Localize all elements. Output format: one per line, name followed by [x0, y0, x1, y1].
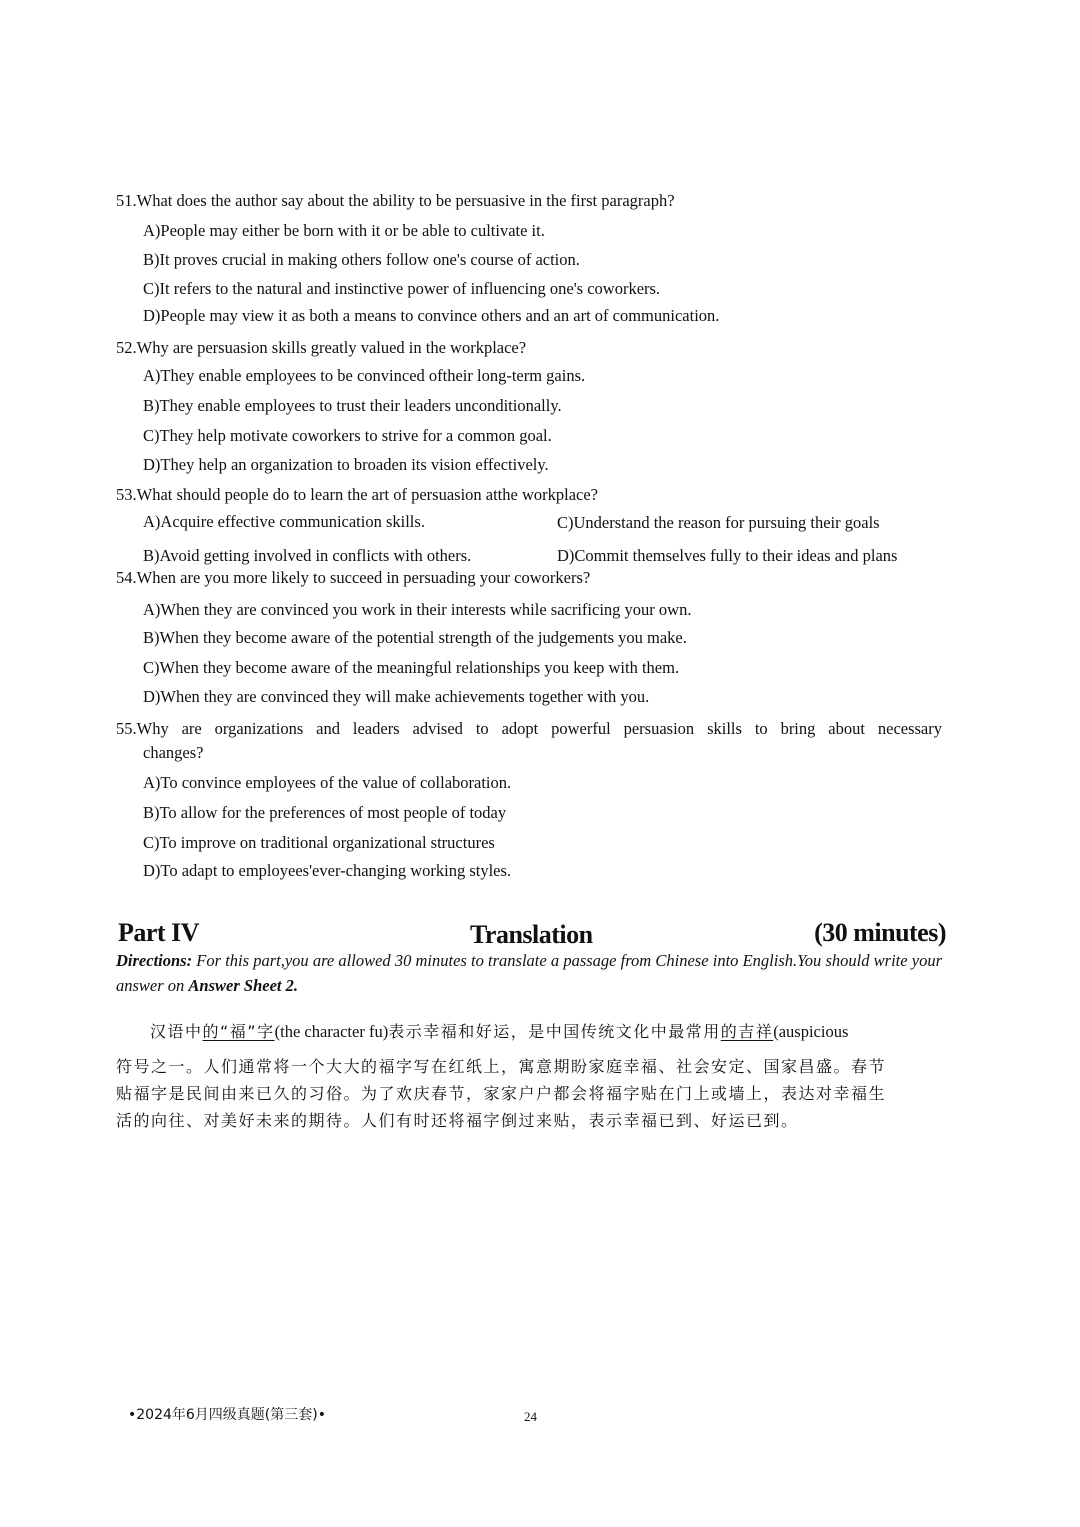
question-55-stem-continuation: changes?: [143, 743, 204, 762]
question-54-option-d: D)When they are convinced they will make achievements together with you.: [143, 687, 650, 706]
question-52-option-c: C)They help motivate coworkers to strive for a common goal.: [143, 426, 552, 445]
passage-english: (auspicious: [773, 1022, 849, 1041]
question-55-option-d: D)To adapt to employees'ever-changing working styles.: [143, 861, 512, 880]
question-51-option-b: B)It proves crucial in making others follow one's course of action.: [143, 250, 580, 269]
question-52-stem: 52.Why are persuasion skills greatly valued in the workplace?: [116, 338, 527, 357]
question-55-option-c: C)To improve on traditional organizational structures: [143, 833, 495, 852]
part-title: Translation: [470, 920, 593, 949]
directions: [116, 948, 942, 998]
question-51-option-c: C)It refers to the natural and instinctive power of influencing one's coworkers.: [143, 279, 661, 298]
passage-line-2: 符号之一。人们通常将一个大大的福字写在红纸上，寓意期盼家庭幸福、社会安定、国家昌盛。春节: [116, 1057, 887, 1076]
passage-line-1: [150, 1019, 942, 1042]
question-55-stem: 55.Why are organizations and leaders advised to adopt powerful persuasion skills to bring about necessary: [116, 719, 942, 738]
underlined-term-auspicious: 的吉祥: [720, 1022, 774, 1041]
footer-source: •2024年6月四级真题(第三套)•: [128, 1407, 326, 1423]
question-53-option-d: D)Commit themselves fully to their ideas and plans: [557, 546, 898, 565]
question-53-option-c: C)Understand the reason for pursuing their goals: [557, 513, 880, 532]
directions-label: Directions:: [116, 951, 193, 970]
page-number: 24: [524, 1409, 537, 1424]
part-number: Part IV: [118, 918, 199, 947]
passage-line-4: 活的向往、对美好未来的期待。人们有时还将福字倒过来贴，表示幸福已到、好运已到。: [116, 1111, 799, 1130]
underlined-term-fu: 的“福”字: [202, 1022, 275, 1041]
question-51-stem: 51.What does the author say about the ability to be persuasive in the first paragraph?: [116, 191, 675, 210]
passage-line-3: 贴福字是民间由来已久的习俗。为了欢庆春节，家家户户都会将福字贴在门上或墙上，表达对幸福生: [116, 1084, 887, 1103]
question-55-option-b: B)To allow for the preferences of most people of today: [143, 803, 507, 822]
question-55-option-a: A)To convince employees of the value of collaboration.: [143, 773, 512, 792]
answer-sheet-ref: Answer Sheet 2.: [188, 976, 298, 995]
question-51-option-d: D)People may view it as both a means to convince others and an art of communication.: [143, 306, 720, 325]
question-54-option-b: B)When they become aware of the potential strength of the judgements you make.: [143, 628, 687, 647]
question-53-stem: 53.What should people do to learn the art of persuasion atthe workplace?: [116, 485, 599, 504]
question-53-option-a: A)Acquire effective communication skills.: [143, 512, 425, 531]
passage-english: (the character fu): [274, 1022, 389, 1041]
part-time-limit: (30 minutes): [814, 918, 946, 947]
question-54-option-c: C)When they become aware of the meaningful relationships you keep with them.: [143, 658, 680, 677]
passage-text: 表示幸福和好运，是中国传统文化中最常用: [388, 1022, 721, 1041]
question-53-option-b: B)Avoid getting involved in conflicts with others.: [143, 546, 472, 565]
question-54-stem: 54.When are you more likely to succeed in persuading your coworkers?: [116, 568, 591, 587]
question-51-option-a: A)People may either be born with it or be able to cultivate it.: [143, 221, 545, 240]
question-52-option-b: B)They enable employees to trust their leaders unconditionally.: [143, 396, 562, 415]
directions-text: For this part,you are allowed 30 minutes to translate a passage from Chinese into English.You should write your answer on: [116, 951, 942, 995]
question-54-option-a: A)When they are convinced you work in their interests while sacrificing your own.: [143, 600, 692, 619]
question-52-option-d: D)They help an organization to broaden its vision effectively.: [143, 455, 549, 474]
question-52-option-a: A)They enable employees to be convinced oftheir long-term gains.: [143, 366, 586, 385]
passage-text: 汉语中: [150, 1022, 203, 1041]
